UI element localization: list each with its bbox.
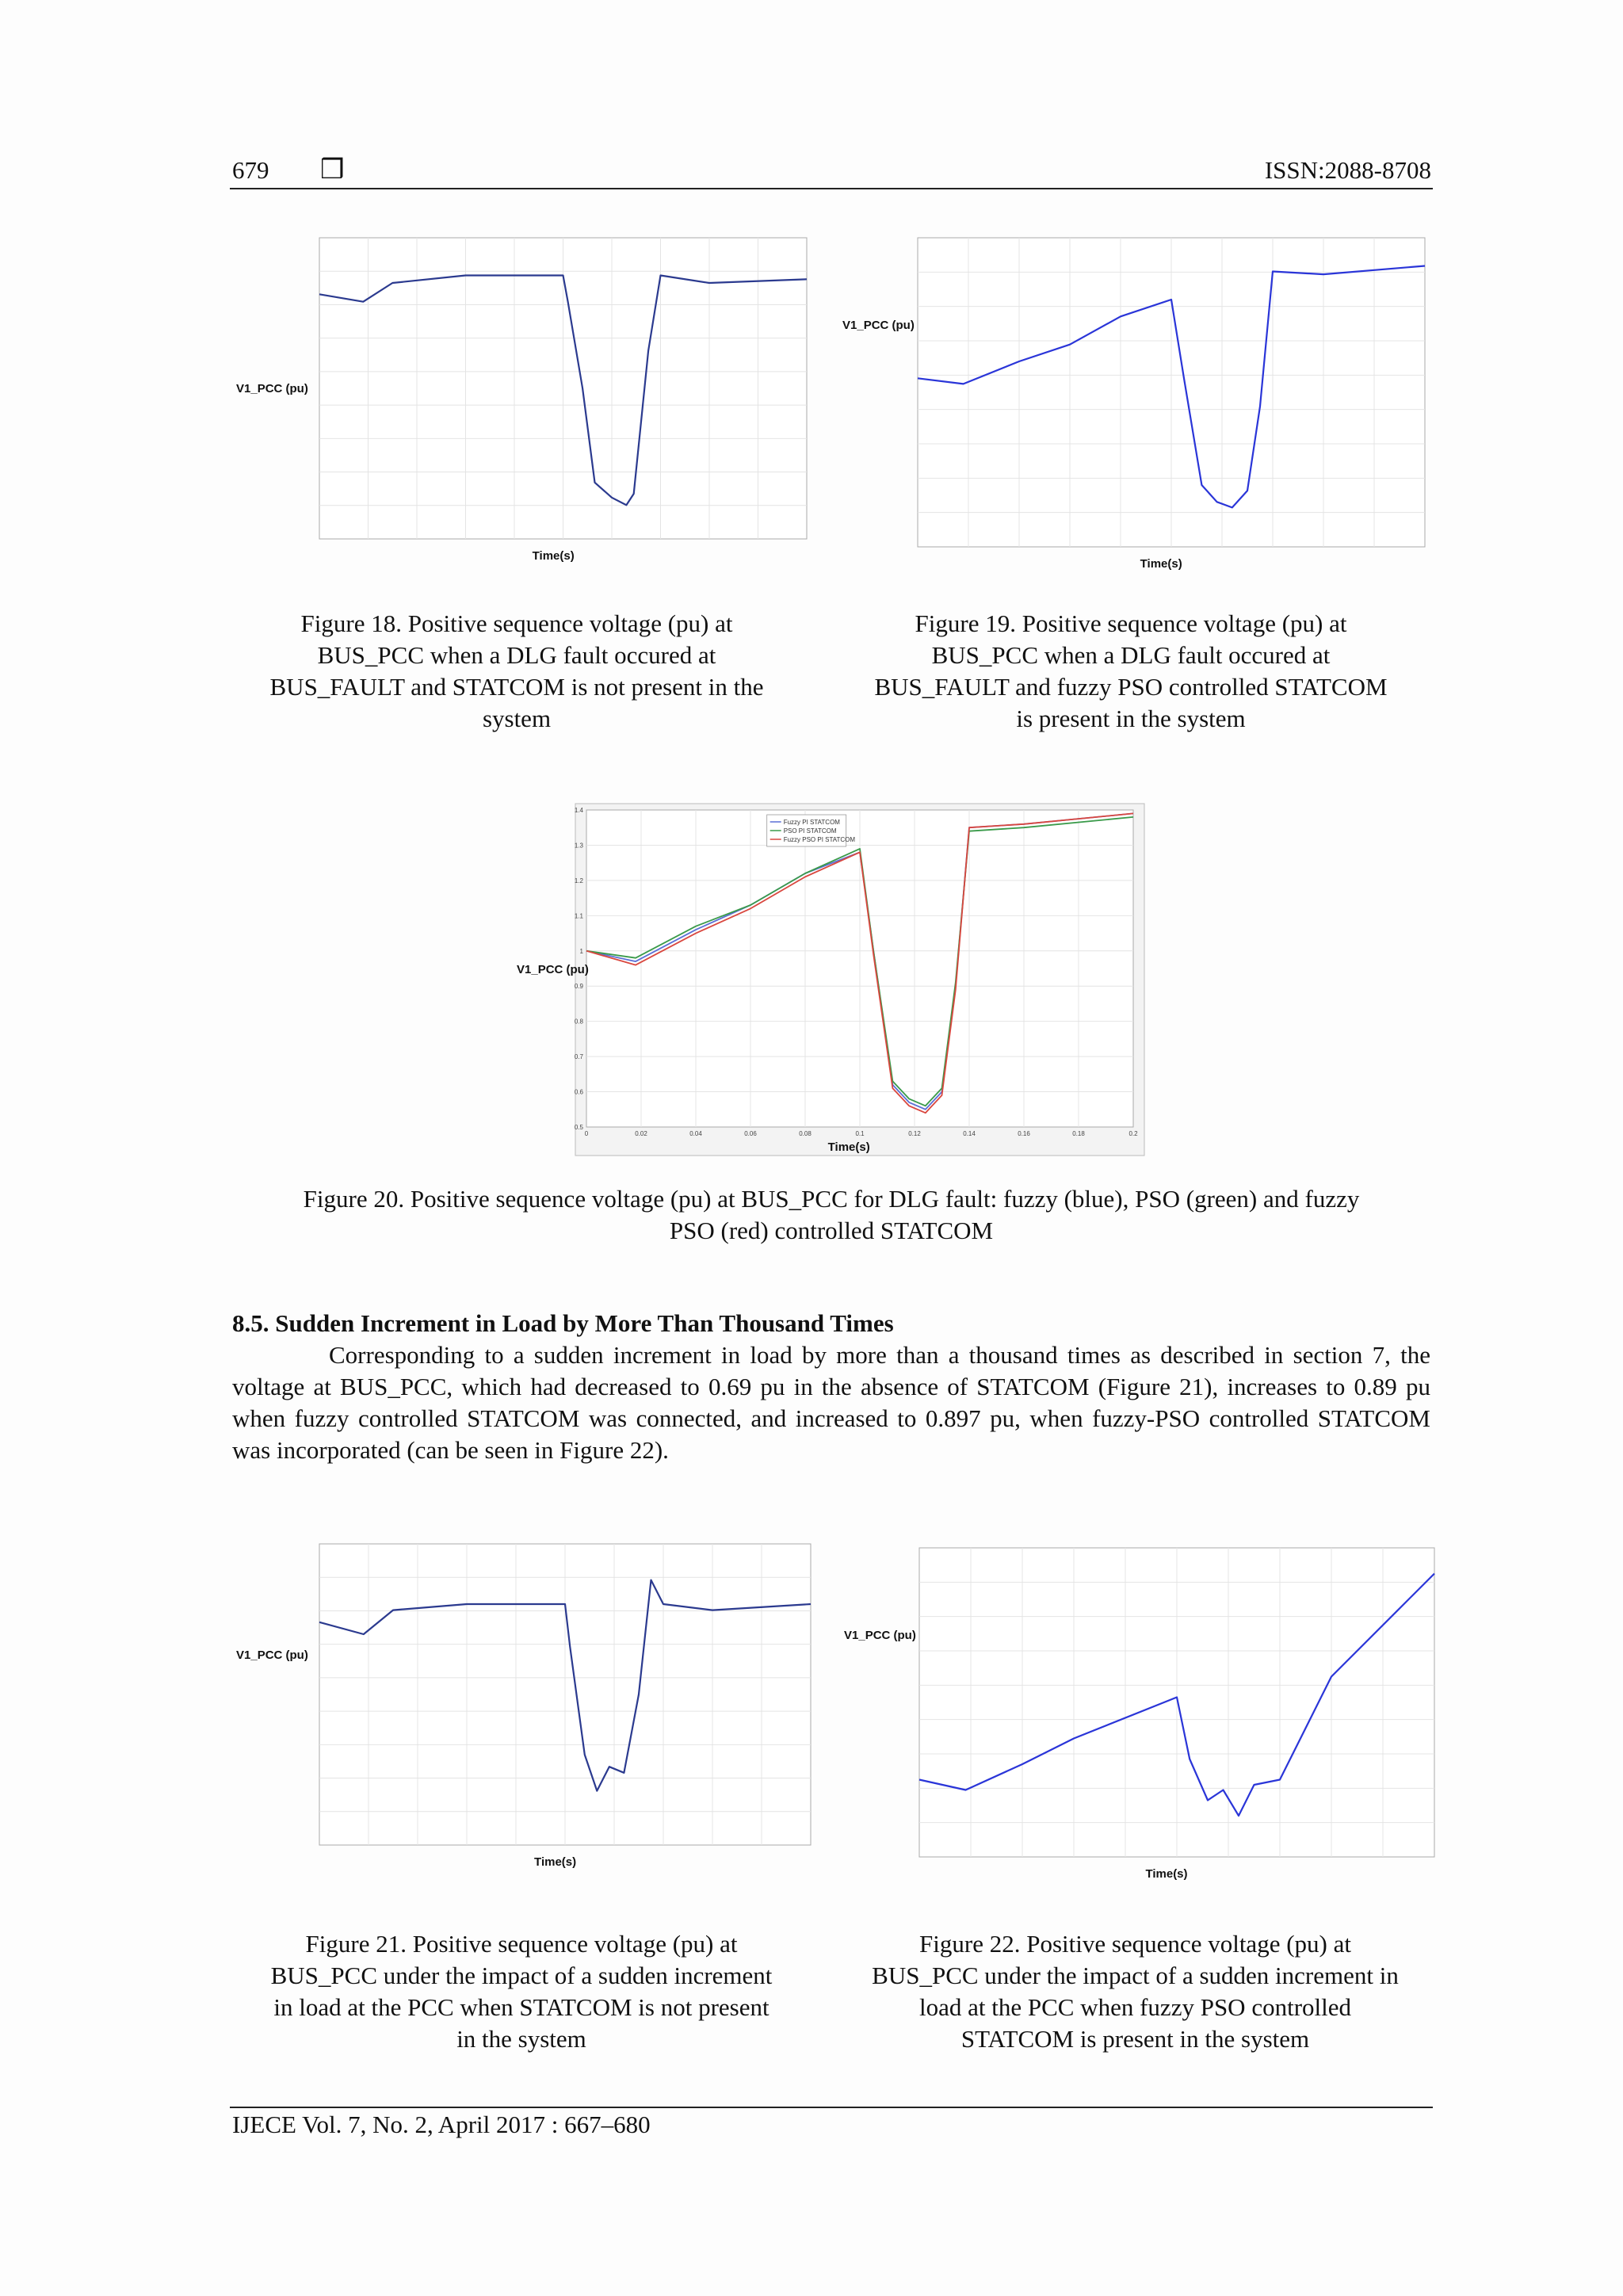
x-tick-label: 0.12 bbox=[908, 1130, 921, 1137]
x-tick-label: 0.1 bbox=[855, 1130, 865, 1137]
issn: ISSN:2088-8708 bbox=[1264, 156, 1431, 184]
figure-22-plot bbox=[840, 1536, 1442, 1885]
caption-line: is present in the system bbox=[1016, 705, 1246, 732]
caption-line: Figure 19. Positive sequence voltage (pu) at bbox=[915, 609, 1347, 637]
footer-rule bbox=[230, 2107, 1433, 2108]
figure-21-caption bbox=[232, 1928, 811, 2055]
y-tick-label: 1.3 bbox=[574, 842, 583, 850]
figure-20-caption bbox=[230, 1183, 1433, 1247]
figure-19 bbox=[838, 226, 1433, 575]
paragraph-text: Corresponding to a sudden increment in load by more than a thousand times as described in section 7, the voltage at BUS_PCC, which had decreased to 0.69 pu in the absence of STATCOM (Figure 21), increases to 0.89 pu when fuzzy controlled STATCOM was connected, and increased to 0.897 pu, when fuzzy-PSO controlled STATCOM was incorporated (can be seen in Figure 22). bbox=[232, 1341, 1430, 1464]
x-axis-label: Time(s) bbox=[827, 1140, 870, 1154]
caption-line: STATCOM is present in the system bbox=[960, 2025, 1310, 2053]
y-axis-label: V1_PCC (pu) bbox=[842, 319, 915, 332]
figure-19-plot bbox=[838, 226, 1433, 575]
y-axis-label: V1_PCC (pu) bbox=[236, 382, 308, 395]
legend-entry: Fuzzy PI STATCOM bbox=[783, 819, 840, 826]
y-tick-label: 1 bbox=[579, 947, 583, 955]
caption-line: Figure 18. Positive sequence voltage (pu) at bbox=[300, 609, 733, 637]
section-paragraph bbox=[232, 1339, 1430, 1466]
caption-line: BUS_FAULT and fuzzy PSO controlled STATCOM bbox=[874, 673, 1388, 701]
legend-entry: PSO PI STATCOM bbox=[783, 827, 837, 835]
x-tick-label: 0.02 bbox=[635, 1130, 647, 1137]
caption-line: in load at the PCC when STATCOM is not present bbox=[273, 1993, 769, 2021]
section-heading: 8.5. Sudden Increment in Load by More Than Thousand Times bbox=[232, 1309, 894, 1337]
y-tick-label: 0.7 bbox=[574, 1053, 583, 1061]
y-tick-label: 1.4 bbox=[574, 807, 583, 814]
caption-line: Figure 21. Positive sequence voltage (pu) at bbox=[305, 1930, 738, 1958]
y-tick-label: 0.6 bbox=[574, 1088, 583, 1096]
x-axis-label: Time(s) bbox=[1145, 1867, 1188, 1881]
caption-line: load at the PCC when fuzzy PSO controlled bbox=[919, 1993, 1351, 2021]
figure-20 bbox=[507, 800, 1141, 1153]
figure-18-plot bbox=[232, 226, 819, 575]
y-tick-label: 0.8 bbox=[574, 1018, 583, 1026]
figure-21-plot bbox=[232, 1536, 823, 1885]
caption-line: BUS_PCC when a DLG fault occured at bbox=[317, 641, 716, 669]
page-number: 679 bbox=[232, 156, 269, 184]
caption-line: in the system bbox=[456, 2025, 586, 2053]
x-tick-label: 0 bbox=[584, 1130, 589, 1137]
y-axis-label: V1_PCC (pu) bbox=[517, 963, 589, 976]
caption-line: BUS_PCC when a DLG fault occured at bbox=[931, 641, 1331, 669]
figure-19-caption bbox=[834, 608, 1428, 735]
x-tick-label: 0.18 bbox=[1072, 1130, 1085, 1137]
x-tick-label: 0.14 bbox=[963, 1130, 976, 1137]
caption-line: Figure 20. Positive sequence voltage (pu) at BUS_PCC for DLG fault: fuzzy (blue), PSO (green) and fuzzy bbox=[303, 1185, 1360, 1213]
caption-line: BUS_PCC under the impact of a sudden increment in bbox=[872, 1962, 1399, 1989]
x-tick-label: 0.06 bbox=[744, 1130, 757, 1137]
figure-20-plot bbox=[507, 800, 1141, 1153]
y-tick-label: 0.5 bbox=[574, 1124, 583, 1131]
x-axis-label: Time(s) bbox=[534, 1855, 577, 1869]
figure-22 bbox=[840, 1536, 1442, 1885]
x-tick-label: 0.2 bbox=[1128, 1130, 1138, 1137]
y-axis-label: V1_PCC (pu) bbox=[844, 1629, 916, 1642]
header-rule bbox=[230, 188, 1433, 189]
y-tick-label: 0.9 bbox=[574, 983, 583, 991]
y-tick-label: 1.2 bbox=[574, 877, 583, 884]
caption-line: system bbox=[482, 705, 552, 732]
figure-18-caption bbox=[232, 608, 801, 735]
caption-line: BUS_FAULT and STATCOM is not present in the bbox=[269, 673, 764, 701]
y-axis-label: V1_PCC (pu) bbox=[236, 1648, 308, 1662]
x-axis-label: Time(s) bbox=[1140, 557, 1182, 571]
square-bullet-icon: ❒ bbox=[320, 155, 345, 185]
caption-line: BUS_PCC under the impact of a sudden increment bbox=[270, 1962, 773, 1989]
x-tick-label: 0.16 bbox=[1018, 1130, 1030, 1137]
x-axis-label: Time(s) bbox=[532, 549, 575, 563]
x-tick-label: 0.08 bbox=[799, 1130, 812, 1137]
y-tick-label: 1.1 bbox=[574, 912, 583, 920]
legend-entry: Fuzzy PSO PI STATCOM bbox=[783, 836, 856, 843]
x-tick-label: 0.04 bbox=[689, 1130, 702, 1137]
caption-line: PSO (red) controlled STATCOM bbox=[669, 1217, 994, 1244]
figure-21 bbox=[232, 1536, 823, 1885]
figure-18 bbox=[232, 226, 819, 575]
caption-line: Figure 22. Positive sequence voltage (pu) at bbox=[919, 1930, 1351, 1958]
journal-footer: IJECE Vol. 7, No. 2, April 2017 : 667–680 bbox=[232, 2111, 651, 2138]
figure-22-caption bbox=[836, 1928, 1434, 2055]
